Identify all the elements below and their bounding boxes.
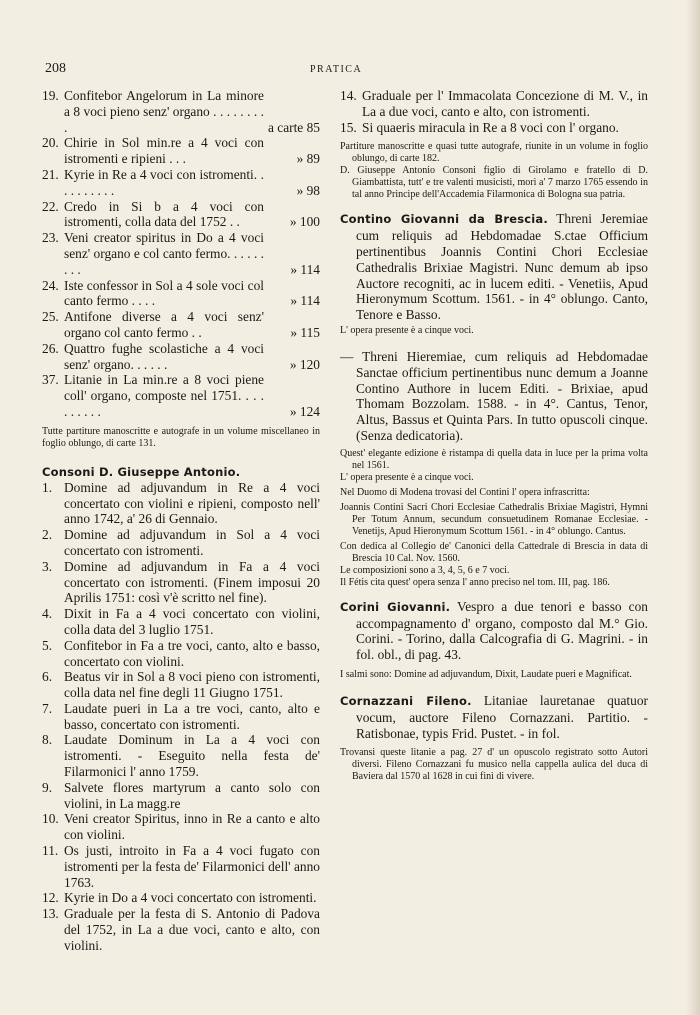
entry-number: 37. xyxy=(42,372,59,388)
entry-text: Litanie in La min.re a 8 voci piene coll' organo, composte nel 1751. . . . . . . . . . xyxy=(64,372,264,419)
catalog-entry xyxy=(42,890,320,906)
entry-text: Chirie in Sol min.re a 4 voci con istromenti e ripieni . . . xyxy=(64,135,264,167)
catalog-entry xyxy=(42,527,320,559)
catalog-entry xyxy=(42,669,320,701)
note-line: Le composizioni sono a 3, 4, 5, 6 e 7 voci. xyxy=(340,564,510,576)
catalog-entry xyxy=(42,701,320,733)
entry-number: 4. xyxy=(42,606,53,622)
entry-number: 25. xyxy=(42,309,59,325)
catalog-entry xyxy=(42,309,320,341)
entry-number: 24. xyxy=(42,277,59,293)
notes-contino xyxy=(340,448,648,589)
note-line: Joannis Contini Sacri Chori Ecclesiae Cathedralis Brixiae Magistri, Hymni Per Totum Annum, secundum consuetudinem Romanae Ecclesiae. - Venetijs, Apud Hieronymum Scottum 1561. - in 4° oblungo. Cantus. xyxy=(340,501,648,537)
entry-contino-2: — Threni Hieremiae, cum reliquis ad Hebdomadae Sanctae officium pertinentibus nunc demum a Joanne Contino Authore in lucem Editi. - Brixiae, apud Thomam Bozzolam. 1588. - in 4°. Cantus, Tenor, Altus, Bassus et Quinta Pars. In tutto opuscoli cinque. (Senza dedicatoria). xyxy=(340,348,648,443)
composer-name: Cornazzani Fileno. xyxy=(340,693,472,708)
entry-text: Veni creator spiritus in Do a 4 voci senz' organo e col canto fermo. . . . . . . . . xyxy=(64,230,264,277)
entry-number: 14. xyxy=(340,88,357,103)
catalog-entry xyxy=(42,606,320,638)
entry-number: 13. xyxy=(42,906,59,922)
entry-number: 20. xyxy=(42,135,59,151)
note-contino: L' opera presente è a cinque voci. xyxy=(340,324,474,336)
entry-text: Salvete flores martyrum a canto solo con violini, in La magg.re xyxy=(64,779,320,811)
catalog-entry xyxy=(42,780,320,812)
catalog-entry xyxy=(42,199,320,231)
entry-text: Veni creator Spiritus, inno in Re a canto e alto con violini. xyxy=(64,811,320,843)
entry-contino xyxy=(340,211,648,323)
entry-number: 8. xyxy=(42,732,53,748)
catalog-entry xyxy=(42,167,320,199)
entry-number: 11. xyxy=(42,843,59,859)
note-biography: D. Giuseppe Antonio Consoni figlio di Girolamo e fratello di D. Giambattista, tutt' e tre valenti musicisti, morì a' 7 marzo 1765 essendo in tal anno Principe dell'Accademia Filarmonica di Bologna sua patria. xyxy=(340,165,648,201)
entry-page-reference: » 100 xyxy=(289,214,320,230)
catalog-entry xyxy=(340,120,648,136)
entry-text: Kyrie in Do a 4 voci concertato con istromenti. xyxy=(64,890,317,906)
entry-text: Domine ad adjuvandum in Re a 4 voci concertato con violini e ripieni, composto nell' anno 1742, a' 26 di Gennaio. xyxy=(64,479,320,527)
entry-text: Laudate pueri in La a tre voci, canto, alto e basso, concertato con istromenti. xyxy=(64,700,320,732)
entry-text: Confitebor in Fa a tre voci, canto, alto e basso, concertato con violini. xyxy=(64,637,320,669)
catalog-entry xyxy=(42,372,320,419)
catalog-list-c xyxy=(340,88,648,135)
entry-number: 2. xyxy=(42,527,53,543)
catalog-entry xyxy=(42,811,320,843)
entry-number: 1. xyxy=(42,479,53,495)
catalog-entry xyxy=(42,906,320,953)
entry-cornazzani xyxy=(340,693,648,741)
entry-page-reference: » 114 xyxy=(290,261,320,277)
catalog-entry xyxy=(42,480,320,527)
entry-text: Graduale per la festa di S. Antonio di Padova del 1752, in La a due voci, canto e alto, con violini. xyxy=(64,906,320,953)
running-head: PRATICA xyxy=(310,64,363,75)
composer-name: Consoni D. Giuseppe Antonio. xyxy=(42,464,241,479)
entry-text: Quattro fughe scolastiche a 4 voci senz' organo. . . . . . xyxy=(64,340,264,372)
note-line: L' opera presente è a cinque voci. xyxy=(340,471,474,483)
catalog-entry xyxy=(42,559,320,606)
entry-number: 15. xyxy=(340,119,357,135)
entry-number: 7. xyxy=(42,700,53,716)
entry-number: 3. xyxy=(42,558,53,574)
note-line: Il Fétis cita quest' opera senza l' anno preciso nel tom. III, pag. 186. xyxy=(340,576,610,588)
catalog-list-a xyxy=(42,88,320,420)
entry-page-reference: » 115 xyxy=(290,324,320,340)
entry-number: 19. xyxy=(42,88,59,103)
entry-page-reference: » 114 xyxy=(290,293,320,309)
right-column xyxy=(340,88,648,783)
entry-corini xyxy=(340,599,648,663)
entry-text: Domine ad adjuvandum in Sol a 4 voci concertato con istromenti. xyxy=(64,527,320,558)
entry-text: Beatus vir in Sol a 8 voci pieno con istromenti, colla data nel fine degli 11 Giugno 1751. xyxy=(64,669,320,701)
note-corini: I salmi sono: Domine ad adjuvandum, Dixit, Laudate pueri e Magnificat. xyxy=(340,668,632,680)
entry-page-reference: a carte 85 xyxy=(267,119,320,135)
page-gutter-shadow xyxy=(686,0,700,1015)
entry-number: 22. xyxy=(42,198,59,214)
catalog-entry xyxy=(42,135,320,167)
entry-text: Dixit in Fa a 4 voci concertato con violini, colla data del 3 luglio 1751. xyxy=(64,606,320,637)
note-line: Quest' elegante edizione è ristampa di quella data in luce per la prima volta nel 1561. xyxy=(340,447,648,471)
entry-text: Kyrie in Re a 4 voci con istromenti. . . . . . . . . . xyxy=(64,166,264,198)
catalog-entry xyxy=(42,732,320,779)
note-cornazzani: Trovansi queste litanie a pag. 27 d' un opuscolo registrato sotto Autori diversi. Fileno Cornazzani fu musico nella cappella aulica del duca di Baviera dal 1570 al 1628 in cui finì di vivere. xyxy=(340,747,648,783)
catalog-entry xyxy=(42,278,320,310)
page-number: 208 xyxy=(45,61,66,76)
entry-text: Confitebor Angelorum in La minore a 8 voci pieno senz' organo . . . . . . . . . xyxy=(64,88,264,135)
note-line: Con dedica al Collegio de' Canonici della Cattedrale di Brescia in data di Brescia 10 Cal. Nov. 1560. xyxy=(340,540,648,564)
entry-text: Credo in Si b a 4 voci con istromenti, colla data del 1752 . . xyxy=(64,198,264,230)
catalog-list-b xyxy=(42,480,320,954)
entry-number: 12. xyxy=(42,890,59,906)
note-partiture-2: Partiture manoscritte e quasi tutte autografe, riunite in un volume in foglio oblungo, di carte 182. xyxy=(340,141,648,165)
entry-text: Si quaeris miracula in Re a 8 voci con l' organo. xyxy=(362,119,619,135)
catalog-entry xyxy=(42,230,320,277)
entry-text: Threni Jeremiae cum reliquis ad Hebdomadae S.ctae Officium pertinentibus Joannis Contini Chori Ecclesiae Cathedralis Brixiae Magistri. Nunc demum ab ipso Auctore recogniti, ac in lucem editi. - Venetiis, Apud Hieronymum Scottum. 1561. - in 4° oblungo. Canto, Tenore e Basso. xyxy=(356,211,648,323)
entry-page-reference: » 89 xyxy=(296,151,320,167)
entry-number: 6. xyxy=(42,669,53,685)
entry-number: 9. xyxy=(42,779,53,795)
entry-text: Laudate Dominum in La a 4 voci con istromenti. - Eseguito nella festa de' Filarmonici l' anno 1759. xyxy=(64,732,320,780)
catalog-entry xyxy=(42,341,320,373)
entry-text: Antifone diverse a 4 voci senz' organo col canto fermo . . xyxy=(64,309,264,340)
entry-text: Iste confessor in Sol a 4 sole voci col canto fermo . . . . xyxy=(64,277,264,309)
entry-number: 21. xyxy=(42,166,59,182)
catalog-entry xyxy=(42,843,320,890)
entry-text: Litaniae lauretanae quatuor vocum, auctore Fileno Cornazzani. Partitio. - Ratisbonae, typis Frid. Pustet. - in fol. xyxy=(356,692,648,741)
composer-name: Corini Giovanni. xyxy=(340,599,451,614)
entry-text: Domine ad adjuvandum in Fa a 4 voci concertato con istromenti. (Finem imposui 20 Aprilis 1751: così v'è scritto nel fine). xyxy=(64,558,320,606)
left-column xyxy=(42,88,320,954)
entry-page-reference: » 120 xyxy=(289,356,320,372)
composer-name: Contino Giovanni da Brescia. xyxy=(340,212,548,227)
entry-text: Vespro a due tenori e basso con accompagnamento d' organo, composto dal M.° Gio. Corini. - Torino, dalla Calcografia di G. Magrini. - in fol. obl., di pag. 43. xyxy=(356,598,648,663)
entry-page-reference: » 124 xyxy=(289,403,320,419)
entry-number: 23. xyxy=(42,230,59,246)
entry-number: 5. xyxy=(42,637,53,653)
entry-number: 26. xyxy=(42,340,59,356)
entry-number: 10. xyxy=(42,811,59,827)
entry-page-reference: » 98 xyxy=(296,182,320,198)
entry-text: Graduale per l' Immacolata Concezione di M. V., in La a due voci, canto e alto, con istromenti. xyxy=(362,88,648,119)
catalog-entry xyxy=(340,88,648,120)
composer-heading-consoni xyxy=(42,464,320,480)
catalog-entry xyxy=(42,88,320,135)
note-partiture: Tutte partiture manoscritte e autografe in un volume miscellaneo in foglio oblungo, di carte 131. xyxy=(42,425,320,449)
catalog-entry xyxy=(42,638,320,670)
note-line: Nel Duomo di Modena trovasi del Contini l' opera infrascritta: xyxy=(340,486,590,498)
entry-text: Os justi, introito in Fa a 4 voci fugato con istromenti per la festa de' Filarmonici dell' anno 1763. xyxy=(64,843,320,890)
